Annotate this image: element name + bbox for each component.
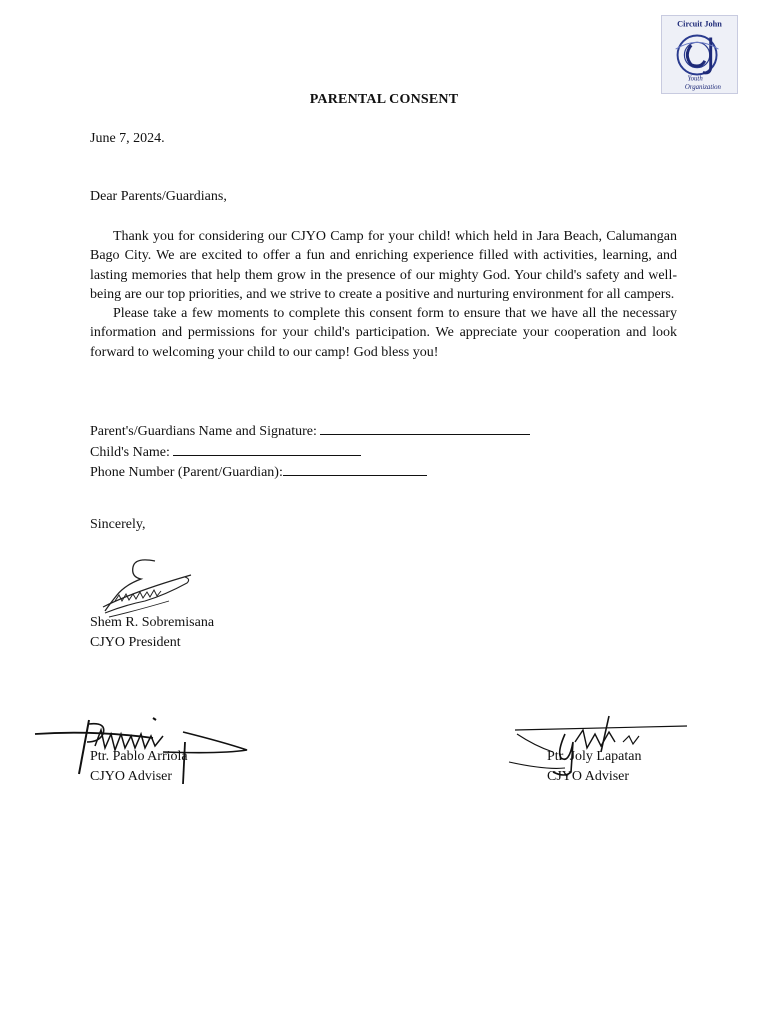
logo-text-line3: Organization xyxy=(684,84,721,92)
signer-name: Ptr. Pablo Arriola xyxy=(90,749,188,764)
logo-text-line1: Circuit John xyxy=(677,19,722,29)
child-name-row xyxy=(90,442,530,463)
signer-adviser-2 xyxy=(547,747,642,786)
parent-signature-label: Parent's/Guardians Name and Signature: xyxy=(90,424,317,439)
signer-role: CJYO Adviser xyxy=(90,768,173,784)
closing: Sincerely, xyxy=(90,517,146,532)
salutation: Dear Parents/Guardians, xyxy=(90,189,227,204)
parent-signature-field[interactable] xyxy=(320,421,530,435)
document-date: June 7, 2024. xyxy=(90,131,165,146)
consent-form xyxy=(90,421,530,483)
child-name-label: Child's Name: xyxy=(90,444,170,460)
paragraph: Please take a few moments to complete this consent form to ensure that we have all the necessary information and permissions for your child's participation. We appreciate your cooperation and look forward to welcoming your child to our camp! God bless you! xyxy=(90,306,677,360)
document-title: PARENTAL CONSENT xyxy=(309,92,459,107)
signer-name: Shem R. Sobremisana xyxy=(90,615,215,630)
phone-number-row xyxy=(90,462,530,483)
signer-role: CJYO Adviser xyxy=(547,768,630,784)
letter-body xyxy=(90,227,677,362)
signer-role: CJYO President xyxy=(90,634,181,650)
signer-name: Ptr. Joly Lapatan xyxy=(547,749,642,764)
signer-president xyxy=(90,613,214,652)
phone-number-field[interactable] xyxy=(283,462,427,476)
parent-signature-row xyxy=(90,421,530,442)
paragraph: Thank you for considering our CJYO Camp for your child! which held in Jara Beach, Calumangan Bago City. We are excited to offer a fun and enriching experience filled with activities, learning, and lasting memories that help them grow in the presence of our mighty God. Your child's safety and well-being are our top priorities, and we strive to create a positive and nurturing environment for all campers. xyxy=(90,229,677,302)
child-name-field[interactable] xyxy=(173,442,361,456)
organization-logo xyxy=(661,15,738,94)
phone-number-label: Phone Number (Parent/Guardian): xyxy=(90,465,283,480)
signer-adviser-1 xyxy=(90,747,188,786)
logo-text-line2: Youth xyxy=(687,75,703,83)
